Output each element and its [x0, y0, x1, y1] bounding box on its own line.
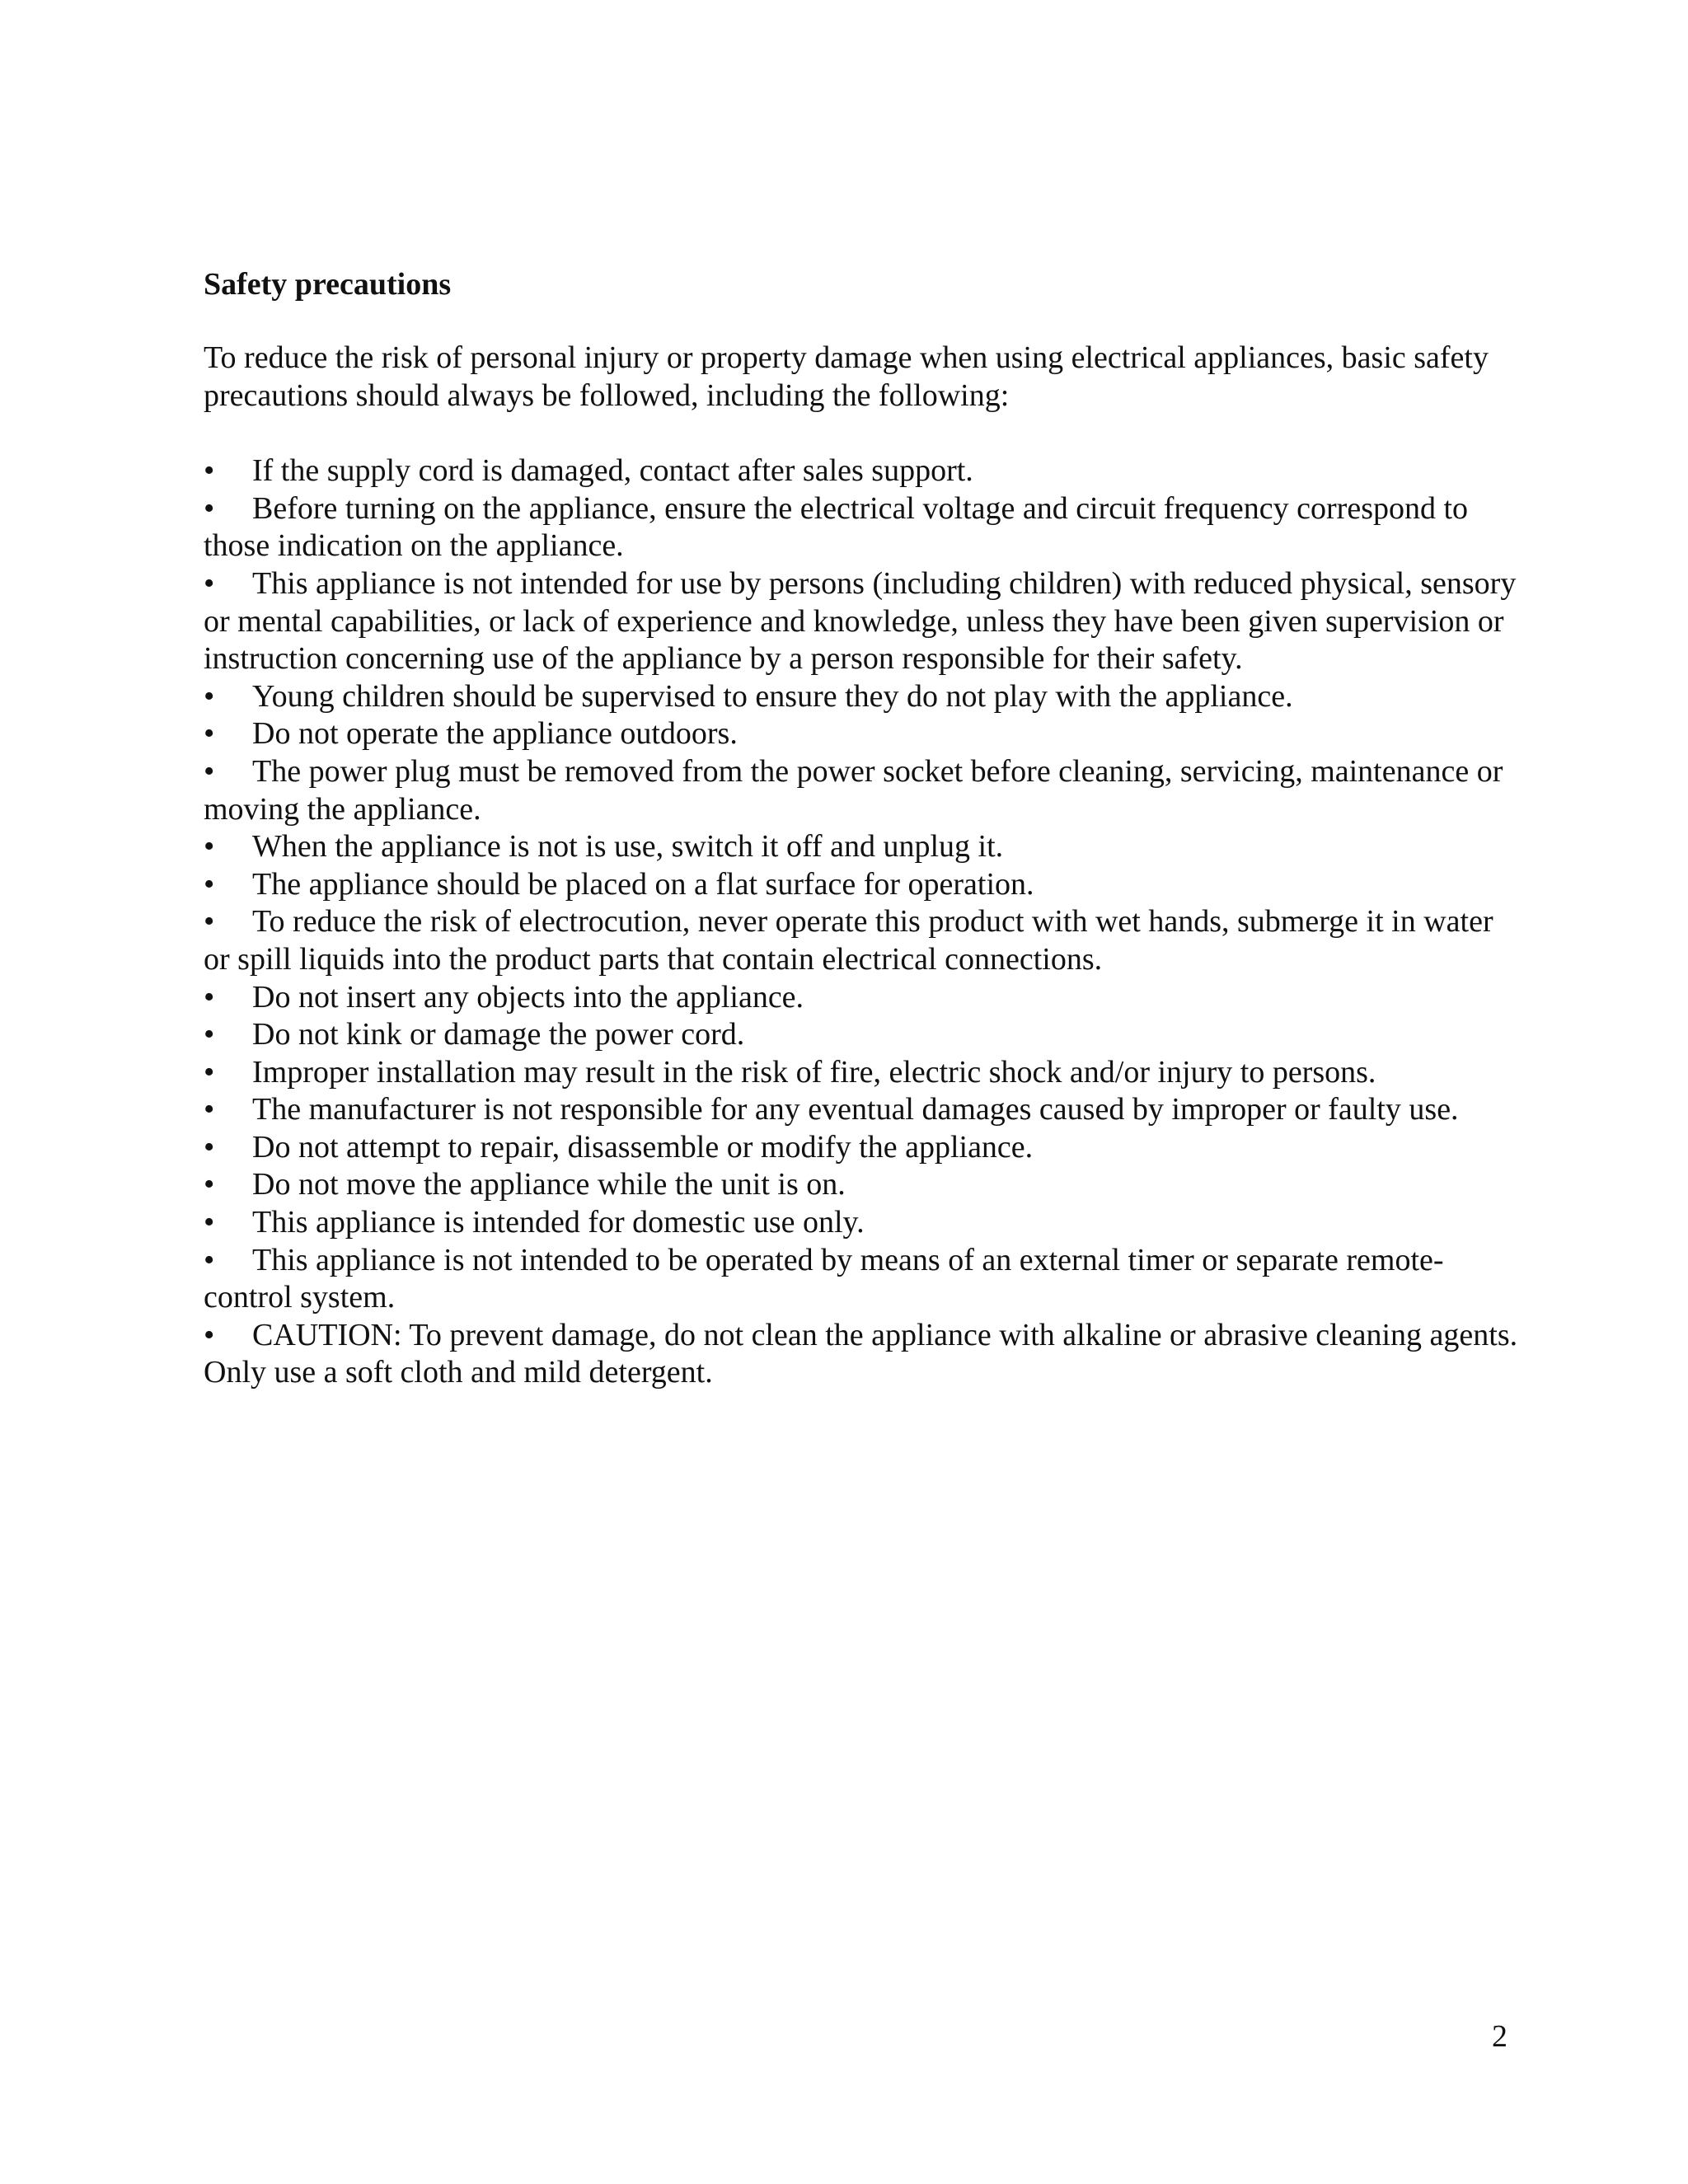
bullet-icon: • [204, 1054, 215, 1090]
list-item-text: Young children should be supervised to ensure they do not play with the appliance. [252, 678, 1293, 714]
bullet-icon: • [204, 829, 215, 865]
list-item-text: The manufacturer is not responsible for any eventual damages caused by improper or faulty use. [252, 1092, 1459, 1127]
list-item-text: Do not move the appliance while the unit is on. [252, 1167, 846, 1202]
list-item [204, 903, 1522, 978]
bullet-icon: • [204, 979, 215, 1015]
list-item [204, 490, 1522, 565]
list-item-text: Do not insert any objects into the appliance. [252, 979, 804, 1015]
list-item [204, 452, 1522, 490]
list-item-text: CAUTION: To prevent damage, do not clean the appliance with alkaline or abrasive cleaning agents. Only use a soft cloth and mild detergent. [204, 1317, 1518, 1390]
list-item [204, 1091, 1522, 1129]
section-heading: Safety precautions [204, 267, 452, 302]
list-item [204, 979, 1522, 1017]
bullet-icon: • [204, 678, 215, 714]
bullet-icon: • [204, 453, 215, 489]
list-item-text: Do not attempt to repair, disassemble or modify the appliance. [252, 1129, 1034, 1165]
list-item [204, 828, 1522, 866]
list-item-text: Before turning on the appliance, ensure the electrical voltage and circuit frequency correspond to those indication on the appliance. [204, 490, 1469, 564]
list-item-text: Do not kink or damage the power cord. [252, 1017, 745, 1052]
list-item-text: The power plug must be removed from the power socket before cleaning, servicing, maintenance or moving the appliance. [204, 753, 1503, 827]
list-item-text: This appliance is not intended for use by persons (including children) with reduced physical, sensory or mental capabilities, or lack of experience and knowledge, unless they have been given supervision or instruction concerning use of the appliance by a person responsible for their safety. [204, 565, 1517, 677]
list-item [204, 715, 1522, 753]
bullet-icon: • [204, 753, 215, 789]
list-item [204, 1204, 1522, 1242]
bullet-icon: • [204, 716, 215, 752]
bullet-icon: • [204, 1242, 215, 1277]
bullet-icon: • [204, 1167, 215, 1202]
bullet-icon: • [204, 866, 215, 902]
list-item [204, 1317, 1522, 1392]
list-item-text: To reduce the risk of electrocution, never operate this product with wet hands, submerge it in water or spill liquids into the product parts that contain electrical connections. [204, 904, 1493, 977]
list-item [204, 753, 1522, 828]
list-item [204, 1054, 1522, 1092]
list-item-text: This appliance is intended for domestic use only. [252, 1205, 865, 1240]
list-item-text: If the supply cord is damaged, contact after sales support. [252, 453, 973, 489]
list-item-text: The appliance should be placed on a flat surface for operation. [252, 866, 1034, 902]
safety-list [204, 452, 1522, 1392]
list-item [204, 678, 1522, 716]
list-item-text: This appliance is not intended to be operated by means of an external timer or separate remote-control system. [204, 1242, 1444, 1315]
intro-paragraph: To reduce the risk of personal injury or property damage when using electrical appliances, basic safety precautions should always be followed, including the following: [204, 340, 1489, 413]
list-item [204, 1129, 1522, 1167]
bullet-icon: • [204, 1129, 215, 1165]
bullet-icon: • [204, 1017, 215, 1052]
bullet-icon: • [204, 565, 215, 601]
list-item [204, 565, 1522, 678]
list-item [204, 1166, 1522, 1204]
list-item-text: Do not operate the appliance outdoors. [252, 716, 738, 752]
bullet-icon: • [204, 1092, 215, 1127]
page-number: 2 [1492, 2019, 1507, 2054]
list-item [204, 866, 1522, 904]
list-item [204, 1016, 1522, 1054]
bullet-icon: • [204, 490, 215, 526]
bullet-icon: • [204, 1317, 215, 1352]
bullet-icon: • [204, 904, 215, 940]
list-item-text: Improper installation may result in the risk of fire, electric shock and/or injury to persons. [252, 1054, 1376, 1090]
list-item [204, 1242, 1522, 1317]
list-item-text: When the appliance is not is use, switch it off and unplug it. [252, 829, 1004, 865]
page-content [204, 262, 1522, 1392]
bullet-icon: • [204, 1205, 215, 1240]
